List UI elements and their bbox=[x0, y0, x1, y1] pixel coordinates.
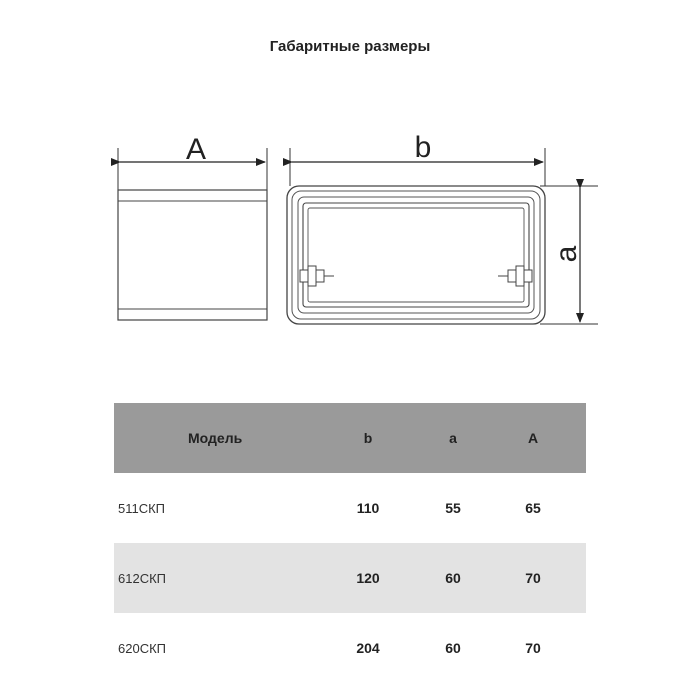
table-header bbox=[114, 403, 586, 473]
a-cell: 60 bbox=[445, 570, 461, 586]
dimension-label-b: b bbox=[414, 131, 432, 164]
dimension-label-a: a bbox=[550, 245, 583, 263]
model-cell: 511СКП bbox=[118, 500, 166, 516]
header-model: Модель bbox=[188, 430, 243, 446]
header-a: a bbox=[449, 430, 457, 446]
header-b: b bbox=[363, 430, 373, 446]
table-row bbox=[114, 613, 586, 683]
side-view bbox=[118, 133, 267, 320]
side-body bbox=[118, 190, 267, 320]
a-cell: 60 bbox=[445, 640, 461, 656]
a-cell: 55 bbox=[445, 500, 461, 516]
b-cell: 110 bbox=[356, 500, 380, 516]
page-title: Габаритные размеры bbox=[269, 38, 431, 55]
b-cell: 204 bbox=[356, 640, 380, 656]
dimensions-table bbox=[114, 403, 586, 683]
b-cell: 120 bbox=[356, 570, 380, 586]
table-row bbox=[114, 543, 586, 613]
model-cell: 612СКП bbox=[118, 570, 166, 586]
header-A: A bbox=[527, 430, 539, 446]
A-cell: 65 bbox=[525, 500, 541, 516]
A-cell: 70 bbox=[525, 640, 541, 656]
dimension-label-A: A bbox=[185, 133, 207, 166]
right-latch bbox=[498, 266, 532, 286]
outer-frame bbox=[287, 186, 545, 324]
table-row bbox=[114, 473, 586, 543]
inner-frame bbox=[303, 203, 529, 307]
A-cell: 70 bbox=[525, 570, 541, 586]
left-latch bbox=[300, 266, 334, 286]
model-cell: 620СКП bbox=[118, 640, 166, 656]
front-view bbox=[287, 131, 598, 324]
